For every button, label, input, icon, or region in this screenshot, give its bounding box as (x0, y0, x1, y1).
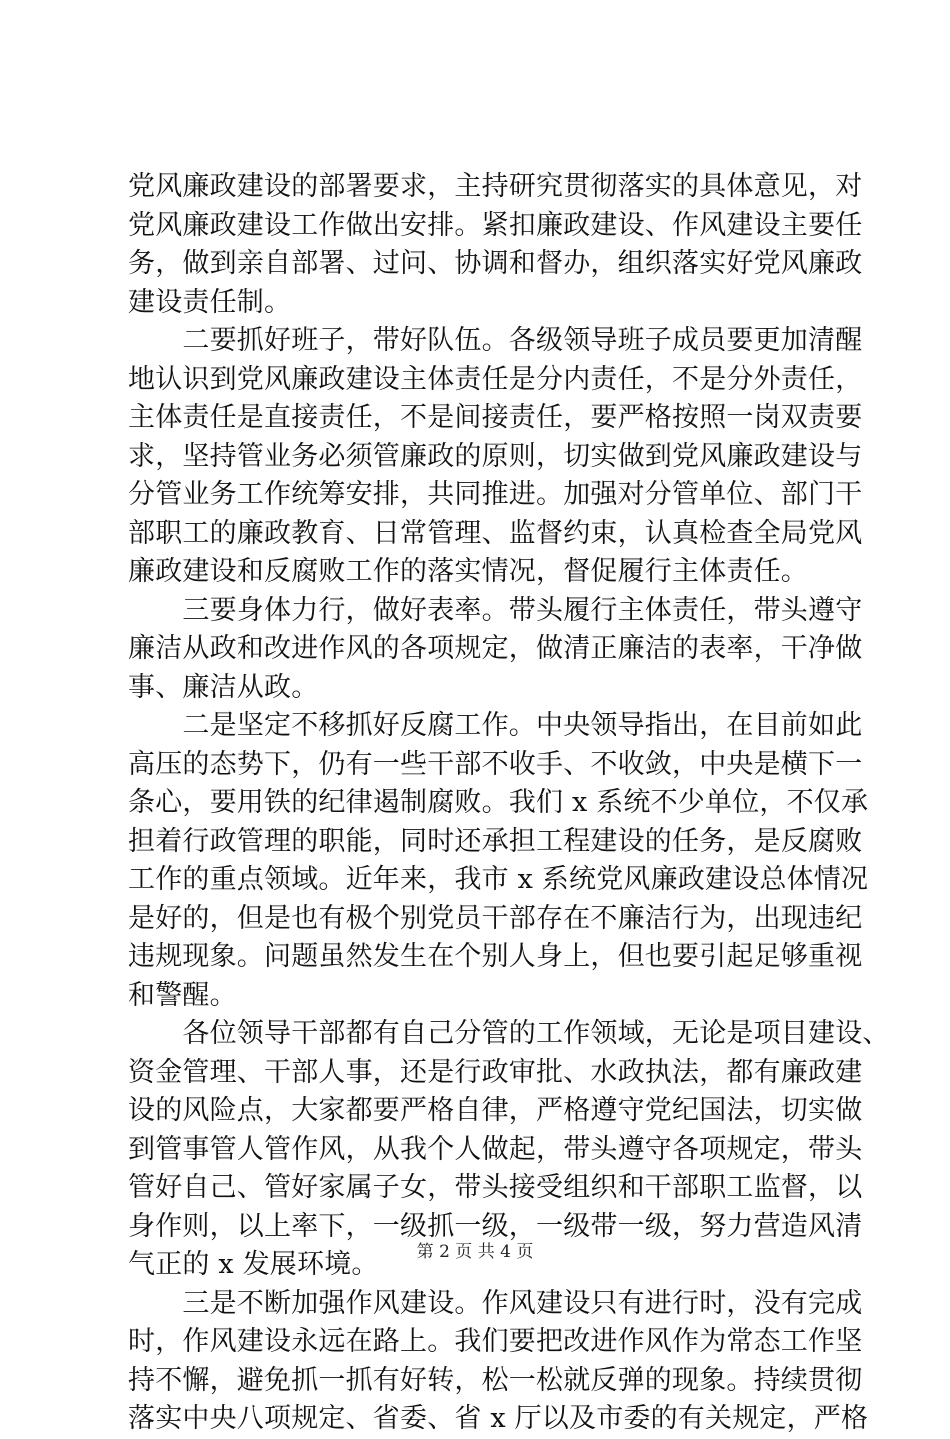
page-number-label: 第 2 页 共 4 页 (416, 1242, 534, 1262)
text-line: 持不懈，避免抓一抓有好转，松一松就反弹的现象。持续贯彻 (128, 1364, 863, 1396)
text-line: 设的风险点，大家都要严格自律，严格遵守党纪国法，切实做 (128, 1095, 863, 1126)
text-line: 二要抓好班子，带好队伍。各级领导班子成员要更加清醒 (128, 325, 863, 356)
text-line: 高压的态势下，仍有一些干部不收手、不收敛，中央是横下一 (128, 748, 863, 780)
text-line: 廉政建设和反腐败工作的落实情况，督促履行主体责任。 (128, 556, 808, 587)
text-line: 党风廉政建设的部署要求，主持研究贯彻落实的具体意见，对 (128, 171, 863, 202)
text-line: 担着行政管理的职能，同时还承担工程建设的任务，是反腐败 (128, 825, 863, 857)
text-line: 管好自己、管好家属子女，带头接受组织和干部职工监督，以 (128, 1172, 863, 1203)
text-line: 身作则，以上率下，一级抓一级，一级带一级，努力营造风清 (128, 1210, 863, 1242)
text-line: 各位领导干部都有自己分管的工作领域，无论是项目建设、 (128, 1018, 890, 1049)
text-line: 廉洁从政和改进作风的各项规定，做清正廉洁的表率，干净做 (128, 633, 863, 664)
text-line: 条心，要用铁的纪律遏制腐败。我们 x 系统不少单位，不仅承 (128, 787, 869, 818)
text-line: 求，坚持管业务必须管廉政的原则，切实做到党风廉政建设与 (128, 440, 863, 472)
text-line: 和警醒。 (128, 979, 237, 1011)
text-line: 气正的 x 发展环境。 (128, 1249, 379, 1280)
text-line: 违规现象。问题虽然发生在个别人身上，但也要引起足够重视 (128, 941, 863, 972)
text-line: 三是不断加强作风建设。作风建设只有进行时，没有完成 (128, 1287, 863, 1319)
page-footer (0, 1241, 950, 1263)
text-line: 分管业务工作统筹安排，共同推进。加强对分管单位、部门干 (128, 479, 863, 510)
text-line: 地认识到党风廉政建设主体责任是分内责任，不是分外责任， (128, 363, 863, 395)
text-line: 三要身体力行，做好表率。带头履行主体责任，带头遵守 (128, 594, 863, 626)
text-line: 二是坚定不移抓好反腐工作。中央领导指出，在目前如此 (128, 710, 863, 741)
text-line: 主体责任是直接责任，不是间接责任，要严格按照一岗双责要 (128, 402, 863, 433)
text-line: 到管事管人管作风，从我个人做起，带头遵守各项规定，带头 (128, 1133, 863, 1165)
text-line: 工作的重点领域。近年来，我市 x 系统党风廉政建设总体情况 (128, 864, 869, 895)
text-line: 事、廉洁从政。 (128, 671, 319, 703)
text-line: 时，作风建设永远在路上。我们要把改进作风作为常态工作坚 (128, 1326, 863, 1357)
text-line: 建设责任制。 (128, 286, 292, 318)
text-line: 务，做到亲自部署、过问、协调和督办，组织落实好党风廉政 (128, 248, 863, 279)
text-line: 是好的，但是也有极个别党员干部存在不廉洁行为，出现违纪 (128, 902, 863, 934)
text-line: 部职工的廉政教育、日常管理、监督约束，认真检查全局党风 (128, 517, 863, 549)
text-line: 党风廉政建设工作做出安排。紧扣廉政建设、作风建设主要任 (128, 209, 863, 241)
text-line: 落实中央八项规定、省委、省 x 厅以及市委的有关规定，严格 (128, 1403, 869, 1434)
text-line: 资金管理、干部人事，还是行政审批、水政执法，都有廉政建 (128, 1056, 863, 1088)
